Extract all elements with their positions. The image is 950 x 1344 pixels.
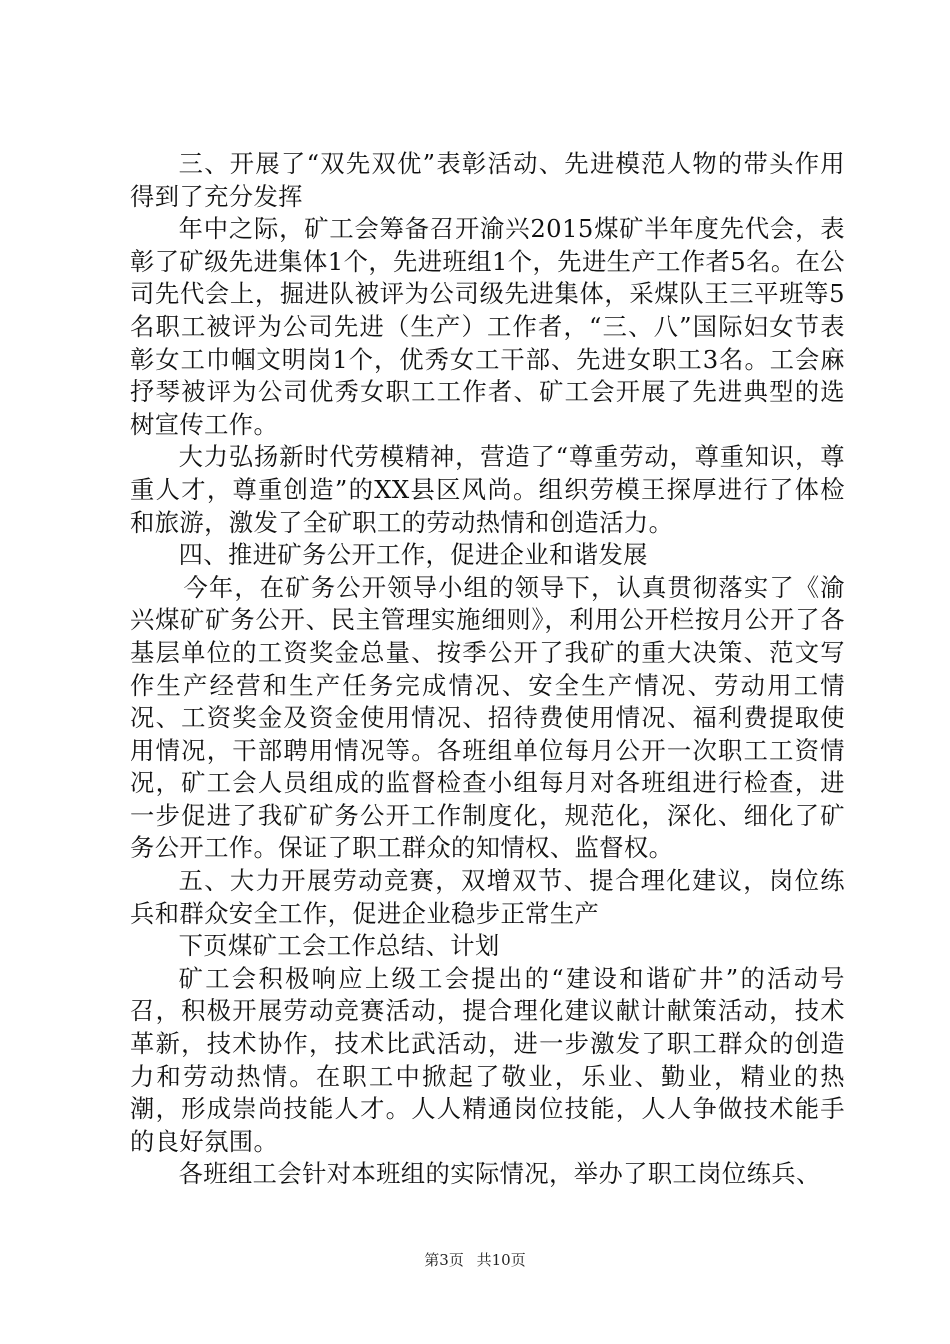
paragraph-model-worker: 大力弘扬新时代劳模精神，营造了“尊重劳动，尊重知识，尊重人才，尊重创造”的XX县区风尚。组织劳模王探厚进行了体检和旅游，激发了全矿职工的劳动热情和创造活力。	[130, 442, 845, 537]
section-heading-5: 五、大力开展劳动竞赛，双增双节、提合理化建议，岗位练兵和群众安全工作，促进企业稳步正常生产	[130, 866, 845, 928]
paragraph-awards: 年中之际，矿工会筹备召开渝兴2015煤矿半年度先代会，表彰了矿级先进集体1个，先进班组1个，先进生产工作者5名。在公司先代会上，掘进队被评为公司级先进集体，采煤队王三平班等5名职工被评为公司先进（生产）工作者，“三、八”国际妇女节表彰女工巾帼文明岗1个，优秀女工干部、先进女职工3名。工会麻抒琴被评为公司优秀女职工工作者、矿工会开展了先进典型的选树宣传工作。	[130, 214, 845, 439]
document-body	[130, 148, 845, 1191]
section-heading-3: 三、开展了“双先双优”表彰活动、先进模范人物的带头作用得到了充分发挥	[130, 149, 845, 211]
page-number-total: 共10页	[476, 1251, 526, 1269]
section-heading-4: 四、推进矿务公开工作，促进企业和谐发展	[178, 540, 648, 570]
next-page-note: 下页煤矿工会工作总结、计划	[178, 931, 500, 961]
page-number-current: 第3页	[424, 1251, 464, 1269]
paragraph-team-training: 各班组工会针对本班组的实际情况，举办了职工岗位练兵、	[178, 1159, 821, 1189]
paragraph-affairs-disclosure: 今年，在矿务公开领导小组的领导下，认真贯彻落实了《渝兴煤矿矿务公开、民主管理实施细则》，利用公开栏按月公开了各基层单位的工资奖金总量、按季公开了我矿的重大决策、范文写作生产经营和生产任务完成情况、安全生产情况、劳动用工情况、工资奖金及资金使用情况、招待费使用情况、福利费提取使用情况，干部聘用情况等。各班组单位每月公开一次职工工资情况，矿工会人员组成的监督检查小组每月对各班组进行检查，进一步促进了我矿矿务公开工作制度化，规范化，深化、细化了矿务公开工作。保证了职工群众的知情权、监督权。	[130, 572, 845, 863]
paragraph-labor-competition: 矿工会积极响应上级工会提出的“建设和谐矿井”的活动号召，积极开展劳动竞赛活动，提合理化建议献计献策活动，技术革新，技术协作，技术比武活动，进一步激发了职工群众的创造力和劳动热情。在职工中掀起了敬业，乐业、勤业，精业的热潮，形成崇尚技能人才。人人精通岗位技能，人人争做技术能手的良好氛围。	[130, 963, 845, 1156]
page-footer	[0, 1249, 950, 1270]
